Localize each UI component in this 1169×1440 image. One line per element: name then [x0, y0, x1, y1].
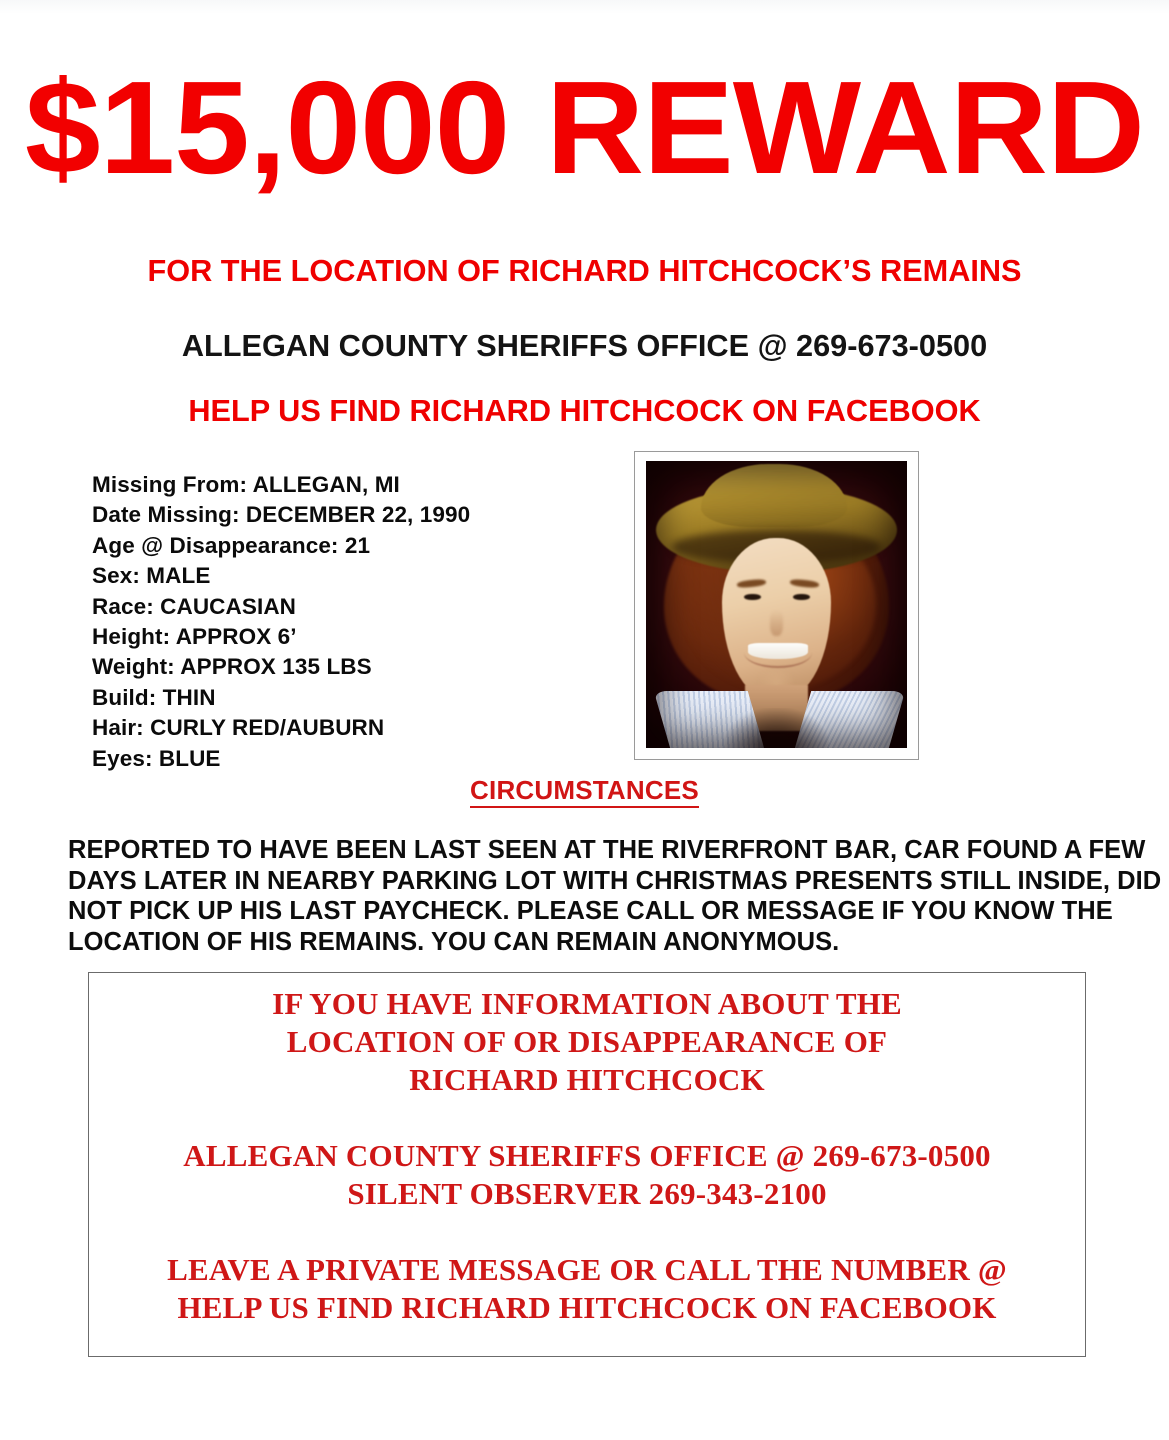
detail-hair: Hair: CURLY RED/AUBURN: [92, 715, 385, 741]
detail-race: Race: CAUCASIAN: [92, 593, 297, 619]
sheriff-contact-line: ALLEGAN COUNTY SHERIFFS OFFICE @ 269-673-0500: [181, 328, 988, 363]
contact-phone-silent-observer[interactable]: SILENT OBSERVER 269-343-2100: [347, 1176, 827, 1211]
contact-box-spacer: [89, 1213, 1085, 1251]
contact-information-box: [88, 972, 1086, 1357]
reward-headline: $15,000 REWARD: [24, 54, 1145, 201]
circumstances-paragraph: [68, 835, 1162, 957]
contact-intro-line: RICHARD HITCHCOCK: [409, 1062, 765, 1097]
detail-build: Build: THIN: [92, 684, 216, 710]
detail-height: Height: APPROX 6’: [92, 624, 297, 650]
contact-box-spacer: [89, 1099, 1085, 1137]
facebook-callout-line: HELP US FIND RICHARD HITCHCOCK ON FACEBOOK: [188, 393, 981, 428]
circumstances-line: LOCATION OF HIS REMAINS. YOU CAN REMAIN ANONYMOUS.: [68, 927, 840, 956]
circumstances-line: DAYS LATER IN NEARBY PARKING LOT WITH CHRISTMAS PRESENTS STILL INSIDE, DID: [68, 866, 1162, 895]
contact-box-text: [89, 985, 1085, 1327]
detail-age: Age @ Disappearance: 21: [92, 532, 371, 558]
detail-weight: Weight: APPROX 135 LBS: [92, 654, 372, 680]
contact-intro-line: LOCATION OF OR DISAPPEARANCE OF: [286, 1024, 888, 1059]
reward-purpose-line: FOR THE LOCATION OF RICHARD HITCHCOCK’S REMAINS: [147, 253, 1022, 288]
contact-closing-line: LEAVE A PRIVATE MESSAGE OR CALL THE NUMBER @: [167, 1252, 1007, 1287]
contact-intro-line: IF YOU HAVE INFORMATION ABOUT THE: [272, 986, 902, 1021]
missing-person-details: [92, 470, 612, 774]
missing-person-photo-frame: [634, 451, 919, 760]
contact-phone-sheriff[interactable]: ALLEGAN COUNTY SHERIFFS OFFICE @ 269-673-0500: [183, 1138, 991, 1173]
circumstances-line: REPORTED TO HAVE BEEN LAST SEEN AT THE RIVERFRONT BAR, CAR FOUND A FEW: [68, 836, 1146, 864]
photo-vignette: [646, 461, 907, 748]
missing-person-photo: [646, 461, 907, 748]
detail-date-missing: Date Missing: DECEMBER 22, 1990: [92, 502, 471, 528]
detail-missing-from: Missing From: ALLEGAN, MI: [92, 472, 400, 497]
circumstances-heading-text: CIRCUMSTANCES: [470, 775, 699, 808]
page-top-edge-shading: [0, 0, 1169, 14]
contact-facebook-line[interactable]: HELP US FIND RICHARD HITCHCOCK ON FACEBOOK: [177, 1290, 997, 1325]
detail-sex: Sex: MALE: [92, 563, 211, 589]
circumstances-heading: [0, 775, 1169, 806]
circumstances-line: NOT PICK UP HIS LAST PAYCHECK. PLEASE CALL OR MESSAGE IF YOU KNOW THE: [68, 897, 1113, 926]
detail-eyes: Eyes: BLUE: [92, 745, 221, 771]
